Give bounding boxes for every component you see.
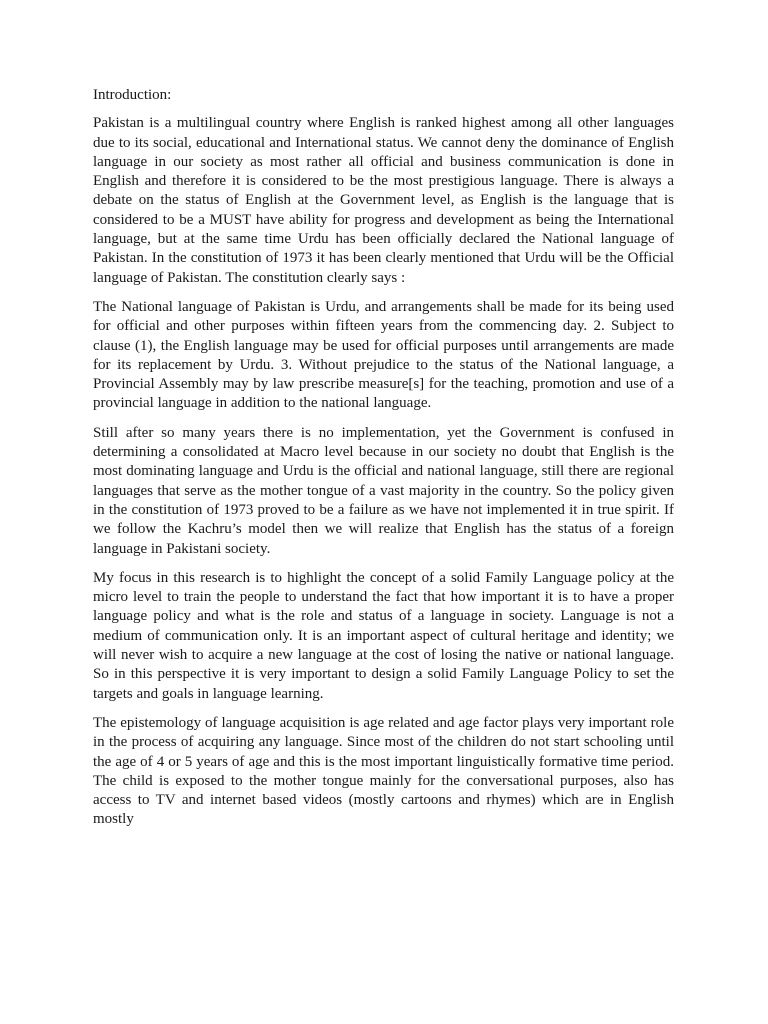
paragraph-epistemology: The epistemology of language acquisition is age related and age factor plays very important role in the process of acquiring any language. Since most of the children do not start schooling until the age of 4 or 5 years of age and this is the most important linguistically formative time period. The child is exposed to the mother tongue mainly for the conversational purposes, also has access to TV and internet based videos (mostly cartoons and rhymes) which are in English mostly — [93, 714, 674, 828]
paragraph-research-focus: My focus in this research is to highlight the concept of a solid Family Language policy at the micro level to train the people to understand the fact that how important it is to have a proper language policy and what is the role and status of a language in society. Language is not a medium of communication only. It is an important aspect of cultural heritage and identity; we will never wish to acquire a new language at the cost of losing the native or national language. So in this perspective it is very important to design a solid Family Language Policy to set the targets and goals in language learning. — [93, 569, 674, 702]
paragraph-intro: Pakistan is a multilingual country where English is ranked highest among all other languages due to its social, educational and International status. We cannot deny the dominance of English language in our society as most rather all official and business communication is done in English and therefore it is considered to be the most prestigious language. There is always a debate on the status of English at the Government level, as English is the language that is considered to be a MUST have ability for progress and development as being the International language, but at the same time Urdu has been officially declared the National language of Pakistan. In the constitution of 1973 it has been clearly mentioned that Urdu will be the Official language of Pakistan. The constitution clearly says : — [93, 115, 674, 286]
document-page — [93, 86, 674, 840]
section-heading: Introduction: — [93, 87, 172, 103]
paragraph-implementation: Still after so many years there is no implementation, yet the Government is confused in determining a consolidated at Macro level because in our society no doubt that English is the most dominating language and Urdu is the official and national language, still there are regional languages that serve as the mother tongue of a vast majority in the country. So the policy given in the constitution of 1973 proved to be a failure as we have not implemented it in true spirit. If we follow the Kachru’s model then we will realize that English has the status of a foreign language in Pakistani society. — [93, 424, 674, 557]
paragraph-constitution-quote: The National language of Pakistan is Urdu, and arrangements shall be made for its being used for official and other purposes within fifteen years from the commencing day. 2. Subject to clause (1), the English language may be used for official purposes until arrangements are made for its replacement by Urdu. 3. Without prejudice to the status of the National language, a Provincial Assembly may by law prescribe measure[s] for the teaching, promotion and use of a provincial language in addition to the national language. — [93, 298, 674, 412]
